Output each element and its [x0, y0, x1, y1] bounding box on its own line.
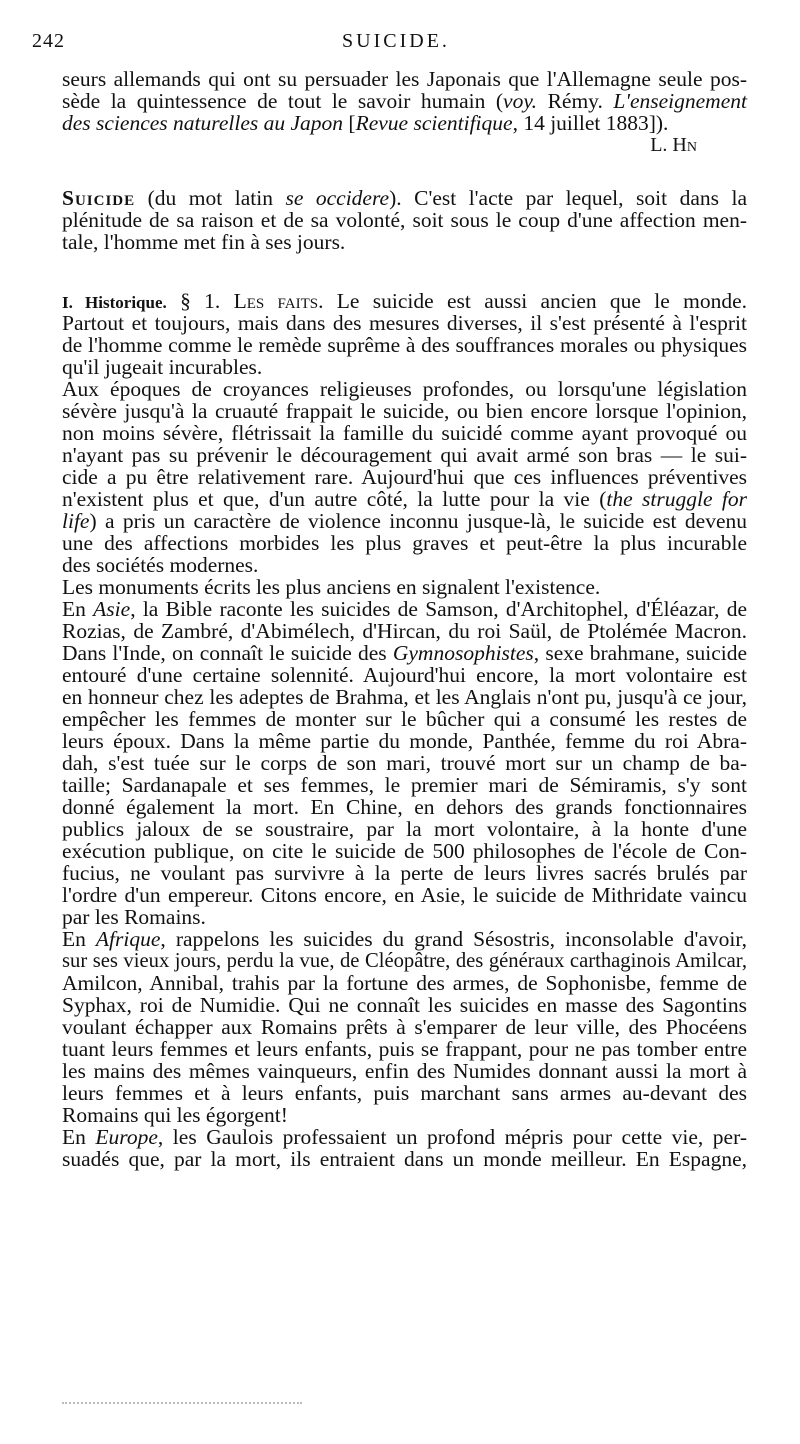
text-line: de l'homme comme le remède suprême à des souffrances morales ou physiques — [62, 333, 747, 357]
text-line: sévère jusqu'à la cruauté frappait le suicide, ou bien encore lorsque l'opinion, — [62, 399, 747, 423]
text-line: Amilcon, Annibal, trahis par la fortune des armes, de Sophonisbe, femme de — [62, 971, 747, 995]
section-heading: I. Historique. — [62, 293, 167, 312]
text-line: n'existent plus et que, d'un autre côté, la lutte pour la vie (the struggle for — [62, 487, 747, 511]
text-line: En Afrique, rappelons les suicides du grand Sésostris, inconsolable d'avoir, — [62, 927, 748, 951]
text-line: leurs époux. Dans la même partie du monde, Panthée, femme du roi Abra- — [62, 729, 747, 753]
text-line: taille; Sardanapale et ses femmes, le premier mari de Sémiramis, s'y sont — [62, 773, 747, 797]
text-line: life) a pris un caractère de violence inconnu jusque-là, le suicide est devenu — [62, 509, 747, 533]
text-line: empêcher les femmes de monter sur le bûcher qui a consumé les restes de — [62, 707, 747, 731]
article-intro — [62, 187, 747, 253]
text-line: Les monuments écrits les plus anciens en signalent l'existence. — [62, 575, 601, 599]
author-signature: L. Hn — [650, 134, 697, 156]
text-line: dah, s'est tuée sur le corps de son mari, trouvé mort sur un champ de ba- — [62, 751, 747, 775]
text-line: donné également la mort. En Chine, en dehors des grands fonctionnaires — [62, 795, 747, 819]
text-line: plénitude de sa raison et de sa volonté, soit sous le coup d'une affection men- — [62, 208, 747, 232]
article-headword: Suicide — [62, 186, 136, 210]
running-title: SUICIDE. — [342, 30, 450, 52]
section-historique — [62, 290, 747, 1170]
text-line: qu'il jugeait incurables. — [62, 355, 263, 379]
text-line: Dans l'Inde, on connaît le suicide des Gymnosophistes, sexe brahmane, suicide — [62, 641, 748, 665]
previous-article-ending — [62, 68, 747, 156]
text-line: l'ordre d'un empereur. Citons encore, en Asie, le suicide de Mithridate vaincu — [62, 883, 747, 907]
text-line: entouré d'une certaine solennité. Aujourd'hui encore, la mort volontaire est — [62, 663, 747, 687]
text-line: En Europe, les Gaulois professaient un profond mépris pour cette vie, per- — [62, 1125, 747, 1149]
text-line: n'ayant pas su prévenir le découragement qui avait armé son bras — le sui- — [62, 443, 747, 467]
text-line: Syphax, roi de Numidie. Qui ne connaît les suicides en masse des Sagontins — [62, 993, 747, 1017]
text-line: seurs allemands qui ont su persuader les Japonais que l'Allemagne seule pos- — [62, 67, 747, 91]
text-line: En Asie, la Bible raconte les suicides de Samson, d'Architophel, d'Éléazar, de — [62, 597, 747, 621]
text-line: Aux époques de croyances religieuses profondes, ou lorsqu'une législation — [62, 377, 747, 401]
text-line: en honneur chez les adeptes de Brahma, et les Anglais n'ont pu, jusqu'à ce jour, — [62, 685, 747, 709]
subsection-heading: Les faits. — [233, 289, 324, 313]
text-line: fucius, ne voulant pas survivre à la perte de leurs livres sacrés brulés par — [62, 861, 747, 885]
text-line: Suicide (du mot latin se occidere). C'est l'acte par lequel, soit dans la — [62, 186, 747, 210]
text-line: des sciences naturelles au Japon [Revue scientifique, 14 juillet 1883]). — [62, 111, 669, 135]
text-line: des sociétés modernes. — [62, 553, 259, 577]
text-line: non moins sévère, flétrissait la famille du suicidé comme ayant provoqué ou — [62, 421, 747, 445]
text-line: tale, l'homme met fin à ses jours. — [62, 230, 346, 254]
text-line: exécution publique, on cite le suicide de 500 philosophes de l'école de Con- — [62, 839, 747, 863]
text-line: Partout et toujours, mais dans des mesures diverses, il s'est présenté à l'esprit — [62, 311, 747, 335]
text-line: par les Romains. — [62, 905, 206, 929]
page-number: 242 — [32, 30, 65, 52]
text-line: tuant leurs femmes et leurs enfants, puis se frappant, pour ne pas tomber entre — [62, 1037, 747, 1061]
text-line: les mains des mêmes vainqueurs, enfin des Numides donnant aussi la mort à — [62, 1059, 747, 1083]
text-line: leurs femmes et à leurs enfants, puis marchant sans armes au-devant des — [62, 1081, 747, 1105]
text-line: sur ses vieux jours, perdu la vue, de Cléopâtre, des généraux carthaginois Amilcar, — [62, 950, 747, 972]
text-line: une des affections morbides les plus graves et peut-être la plus incurable — [62, 531, 747, 555]
text-line: suadés que, par la mort, ils entraient dans un monde meilleur. En Espagne, — [62, 1147, 747, 1171]
text-line: voulant échapper aux Romains prêts à s'emparer de leur ville, des Phocéens — [62, 1015, 747, 1039]
text-line: cide a pu être relativement rare. Aujourd'hui que ces influences préventives — [62, 465, 747, 489]
footer-rule — [62, 1402, 302, 1404]
text-line: Rozias, de Zambré, d'Abimélech, d'Hircan, du roi Saül, de Ptolémée Macron. — [62, 619, 747, 643]
text-line: sède la quintessence de tout le savoir humain (voy. Rémy. L'enseignement — [62, 89, 747, 113]
page-header — [32, 30, 760, 56]
text-line: publics jaloux de se soustraire, par la mort volontaire, à la honte d'une — [62, 817, 747, 841]
text-line: I. Historique. § 1. Les faits. Le suicide est aussi ancien que le monde. — [62, 289, 748, 313]
text-line: Romains qui les égorgent! — [62, 1103, 288, 1127]
